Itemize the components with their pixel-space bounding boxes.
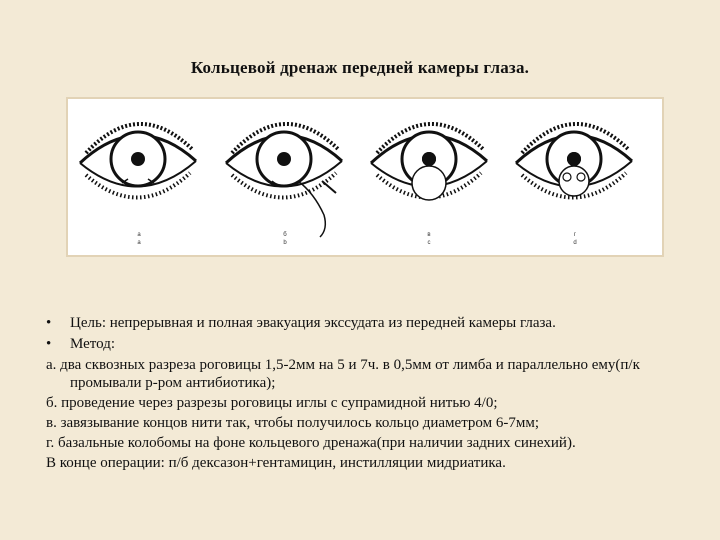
step-a: а. два сквозных разреза роговицы 1,5-2мм на 5 и 7ч. в 0,5мм от лимба и параллельно ему(п/к промывали р-ром антибиотика); [46, 357, 640, 391]
procedure-text [46, 314, 676, 474]
conclusion: В конце операции: п/б дексазон+гентамицин, инстилляции мидриатика. [46, 455, 506, 471]
eye-2-pupil [277, 152, 291, 166]
step-c: в. завязывание концов нити так, чтобы получилось кольцо диаметром 6-7мм; [46, 415, 540, 431]
eye-label-c-bottom: c [427, 240, 431, 246]
eye-label-b [278, 231, 292, 247]
eye-label-b-bottom: b [283, 240, 287, 246]
eye-label-a [132, 231, 146, 247]
eye-4-pupil-over [567, 152, 581, 166]
step-d: г. базальные колобомы на фоне кольцевого дренажа(при наличии задних синехий). [46, 435, 576, 451]
bullet-marker: • [46, 315, 52, 331]
bullet-marker: • [46, 336, 52, 352]
eye-1-pupil [131, 152, 145, 166]
bullet-goal-text: Цель: непрерывная и полная эвакуация экссудата из передней камеры глаза. [70, 315, 556, 331]
eye-label-c-top: в [427, 232, 431, 238]
bullet-method-text: Метод: [70, 336, 116, 352]
eye-label-d [568, 231, 582, 247]
eye-label-a-top: а [137, 232, 141, 238]
eye-3-drain-ring [412, 166, 446, 200]
eye-illustration-panel [66, 97, 664, 257]
bullet-goal [46, 314, 676, 332]
bullet-method [46, 335, 676, 353]
eye-4-drain-ring [559, 166, 589, 196]
eye-4-coloboma-left [563, 173, 571, 181]
eye-2-needle [322, 181, 336, 193]
step-b: б. проведение через разрезы роговицы иглы с супрамидной нитью 4/0; [46, 395, 498, 411]
eye-4-coloboma-right [577, 173, 585, 181]
eye-label-d-top: г [573, 232, 577, 238]
eye-label-d-bottom: d [573, 240, 577, 246]
eye-label-c [422, 231, 436, 247]
eye-label-a-bottom: a [137, 240, 141, 246]
eye-2-thread-tail [298, 181, 325, 237]
eye-label-b-top: б [283, 232, 287, 238]
slide-title: Кольцевой дренаж передней камеры глаза. [190, 58, 530, 77]
eye-3-pupil-over [422, 152, 436, 166]
